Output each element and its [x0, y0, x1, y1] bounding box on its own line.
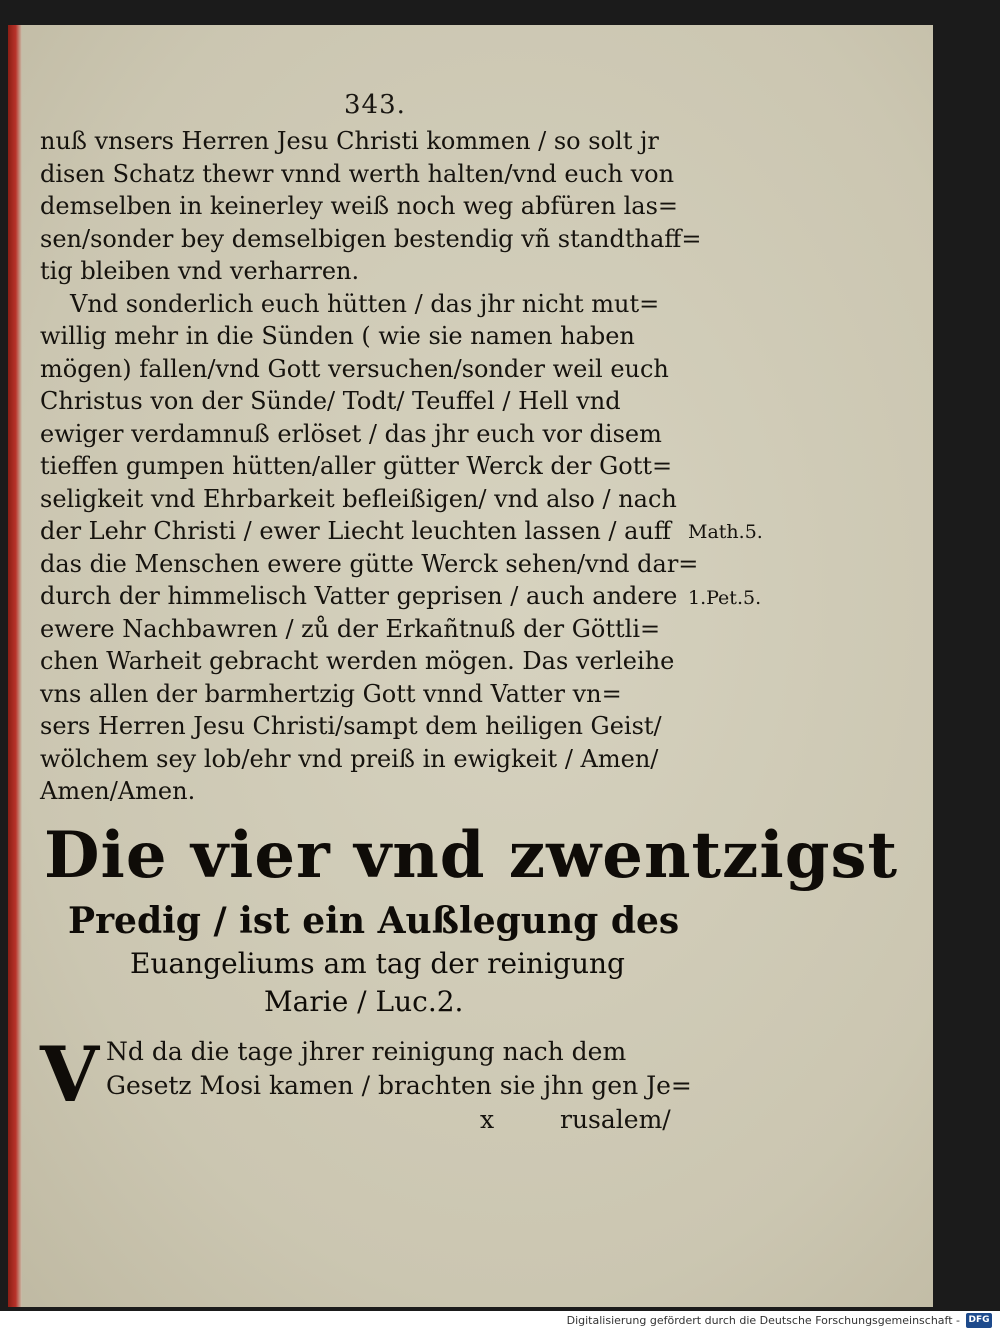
body-line: Vnd sonderlich euch hütten / das jhr nicht mut=: [70, 289, 660, 318]
dfg-logo: DFG: [966, 1313, 992, 1328]
heading-title: Die vier vnd zwentzigst: [44, 818, 899, 893]
heading-subtitle-line3: Marie / Luc.2.: [264, 985, 464, 1018]
body-line: der Lehr Christi / ewer Liecht leuchten lassen / auff: [40, 517, 671, 545]
body-line: vns allen der barmhertzig Gott vnnd Vatter vn=: [40, 679, 622, 708]
opening-line: Gesetz Mosi kamen / brachten sie jhn gen Je=: [106, 1071, 692, 1100]
drop-cap: V: [40, 1030, 99, 1119]
body-line: chen Warheit gebracht werden mögen. Das verleihe: [40, 647, 675, 675]
opening-line: Nd da die tage jhrer reinigung nach dem: [106, 1037, 627, 1066]
body-line: tig bleiben vnd verharren.: [40, 257, 360, 285]
body-line: ewere Nachbawren / zů der Erkañtnuß der Göttli=: [40, 614, 661, 643]
body-line: nuß vnsers Herren Jesu Christi kommen / so solt jr: [40, 127, 659, 155]
catchword-row: [40, 1103, 700, 1137]
margin-note-math: Math.5.: [688, 521, 763, 543]
body-line: sers Herren Jesu Christi/sampt dem heiligen Geist/: [40, 712, 662, 740]
page-spine-edge: [8, 25, 22, 1307]
page-number: 343.: [344, 90, 406, 120]
book-page: [8, 25, 933, 1307]
body-line: willig mehr in die Sünden ( wie sie namen haben: [40, 322, 635, 350]
body-line: mögen) fallen/vnd Gott versuchen/sonder weil euch: [40, 354, 669, 383]
body-line: Christus von der Sünde/ Todt/ Teuffel / Hell vnd: [40, 387, 621, 415]
signature-mark: x: [480, 1105, 495, 1134]
funding-credit: Digitalisierung gefördert durch die Deutsche Forschungsgemeinschaft -: [566, 1314, 960, 1327]
body-line: seligkeit vnd Ehrbarkeit befleißigen/ vnd also / nach: [40, 484, 677, 513]
heading-subtitle: Predig / ist ein Außlegung des: [68, 900, 680, 942]
heading-subtitle-line2: Euangeliums am tag der reinigung: [130, 947, 625, 980]
body-line: durch der himmelisch Vatter geprisen / auch andere: [40, 582, 678, 610]
body-line: demselben in keinerley weiß noch weg abfüren las=: [40, 192, 678, 220]
body-line: das die Menschen ewere gütte Werck sehen/vnd dar=: [40, 549, 699, 578]
footer-bar: [0, 1311, 1000, 1331]
body-line: sen/sonder bey demselbigen bestendig vñ standthaff=: [40, 224, 702, 253]
body-line: Amen/Amen.: [40, 777, 196, 805]
body-line: wölchem sey lob/ehr vnd preiß in ewigkeit / Amen/: [40, 744, 659, 773]
margin-note-pet: 1.Pet.5.: [688, 587, 762, 609]
body-text: [40, 125, 700, 808]
opening-paragraph: [40, 1030, 700, 1137]
body-line: tieffen gumpen hütten/aller gütter Werck der Gott=: [40, 452, 673, 480]
body-line: disen Schatz thewr vnnd werth halten/vnd euch von: [40, 159, 675, 188]
body-line: ewiger verdamnuß erlöset / das jhr euch vor disem: [40, 419, 662, 448]
catchword: rusalem/: [560, 1105, 671, 1134]
sermon-heading: [44, 815, 899, 1021]
